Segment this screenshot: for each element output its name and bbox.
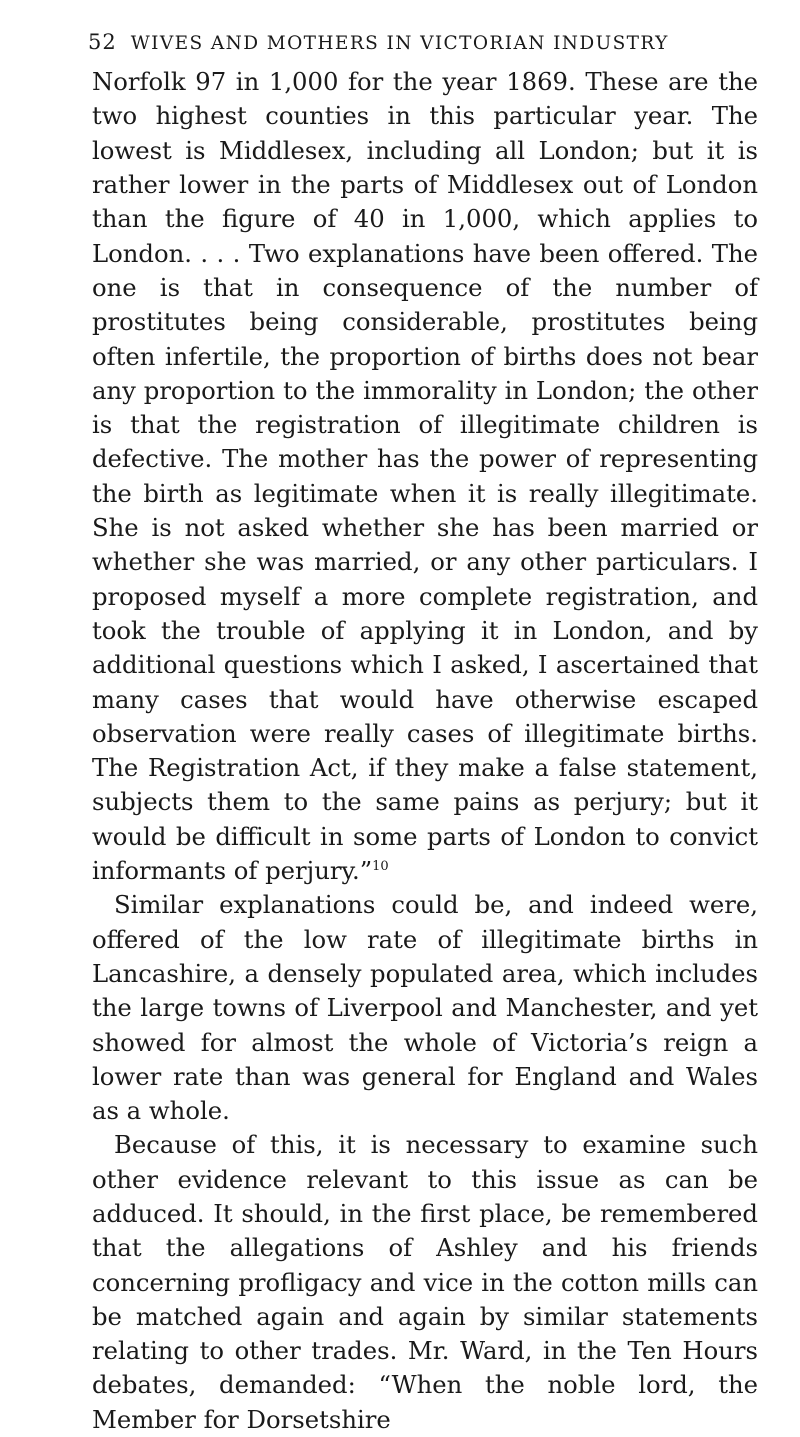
paragraph-lancashire: Similar explanations could be, and indeed were, offered of the low rate of illegitimate births in Lancashire, a densely populated area, which includes the large towns of Liverpool and Manchester, and yet showed for almost the whole of Victoria’s reign a lower rate than was general for England and Wales as a whole. [92,890,758,1126]
footnote-reference[interactable]: 10 [372,858,389,874]
running-head [88,30,758,55]
book-page [88,30,758,1437]
page-number: 52 [88,30,117,54]
paragraph-1-text: Norfolk 97 in 1,000 for the year 1869. These are the two highest counties in this particular year. The lowest is Middlesex, including all London; but it is rather lower in the parts of Middlesex out of London than the figure of 40 in 1,000, which applies to London. . . . Two explanations have been offered. The one is that in consequence of the number of prostitutes being considerable, prostitutes being often infertile, the proportion of births does not bear any proportion to the immorality in London; the other is that the registration of illegitimate children is defective. The mother has the power of representing the birth as legitimate when it is really illegitimate. She is not asked whether she has been married or whether she was married, or any other particulars. I proposed myself a more complete registration, and took the trouble of applying it in London, and by additional questions which I asked, I ascertained that many cases that would have otherwise escaped observation were really cases of illegitimate births. The Registration Act, if they make a false statement, subjects them to the same pains as perjury; but it would be difficult in some parts of London to convict informants of perjury.” [92,67,758,886]
paragraph-evidence: Because of this, it is necessary to examine such other evidence relevant to this issue as can be adduced. It should, in the first place, be remembered that the allegations of Ashley and his friends concerning profligacy and vice in the cotton mills can be matched again and again by similar statements relating to other trades. Mr. Ward, in the Ten Hours debates, demanded: “When the noble lord, the Member for Dorsetshire [92,1130,758,1434]
paragraph-quotation [92,65,758,888]
running-title: WIVES AND MOTHERS IN VICTORIAN INDUSTRY [130,33,669,54]
